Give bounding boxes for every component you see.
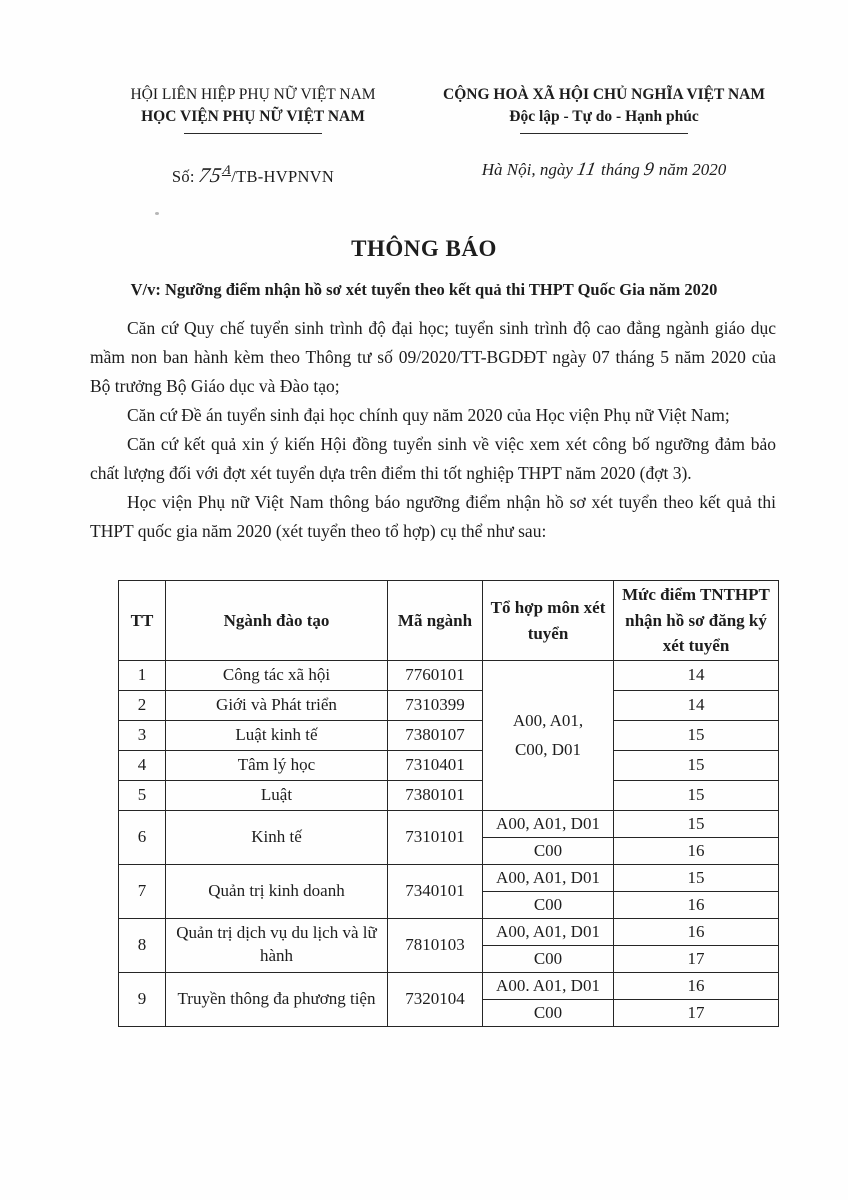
motto-underline [520, 133, 688, 134]
col-header-ma-nganh: Mã ngành [388, 581, 483, 661]
document-number-suffix: /TB-HVPNVN [231, 166, 335, 186]
table-row [119, 918, 779, 945]
cell-tt: 9 [119, 972, 166, 1026]
document-subject: V/v: Ngưỡng điểm nhận hồ sơ xét tuyển theo kết quả thi THPT Quốc Gia năm 2020 [130, 280, 718, 300]
cell-tt: 7 [119, 864, 166, 918]
national-header-block [418, 84, 790, 190]
cell-muc-diem: 15 [614, 864, 779, 891]
cell-muc-diem: 15 [614, 780, 779, 810]
table-row [119, 750, 779, 780]
cell-muc-diem: 17 [614, 945, 779, 972]
col-header-to-hop: Tổ hợp môn xét tuyển [483, 581, 614, 661]
table-row [119, 780, 779, 810]
cell-tt: 1 [119, 660, 166, 690]
col-header-tt: TT [119, 581, 166, 661]
cell-muc-diem: 14 [614, 660, 779, 690]
place-date-line [418, 156, 790, 184]
cell-tt: 4 [119, 750, 166, 780]
cell-nganh: Luật [166, 780, 388, 810]
cell-to-hop: C00 [483, 891, 614, 918]
score-table-wrapper [118, 580, 848, 1027]
admission-score-table [118, 580, 779, 1027]
document-header [0, 0, 848, 190]
document-number-line [108, 160, 398, 190]
cell-muc-diem: 15 [614, 810, 779, 837]
handwritten-document-number: $75^A$ [197, 161, 234, 187]
date-thang: tháng [600, 159, 640, 179]
date-prefix: Hà Nội, ngày [481, 159, 573, 179]
cell-tt: 8 [119, 918, 166, 972]
document-body [0, 300, 848, 546]
cell-nganh: Quản trị dịch vụ du lịch và lữ hành [166, 918, 388, 972]
cell-to-hop: A00, A01, D01 [483, 810, 614, 837]
cell-muc-diem: 15 [614, 750, 779, 780]
cell-to-hop: A00. A01, D01 [483, 972, 614, 999]
cell-ma-nganh: 7380107 [388, 720, 483, 750]
cell-muc-diem: 17 [614, 999, 779, 1026]
table-row [119, 864, 779, 891]
parent-org-name: HỘI LIÊN HIỆP PHỤ NỮ VIỆT NAM [130, 86, 376, 103]
paragraph-announcement: Học viện Phụ nữ Việt Nam thông báo ngưỡng điểm nhận hồ sơ xét tuyển theo kết quả thi THPT quốc gia năm 2020 (xét tuyển theo tổ hợp) cụ thể như sau: [90, 492, 776, 542]
scan-speck [206, 533, 209, 535]
cell-tt: 5 [119, 780, 166, 810]
col-header-nganh: Ngành đào tạo [166, 581, 388, 661]
cell-muc-diem: 16 [614, 972, 779, 999]
cell-to-hop: C00 [483, 945, 614, 972]
handwritten-number-superscript: A [221, 161, 234, 177]
cell-to-hop: C00 [483, 999, 614, 1026]
table-row [119, 972, 779, 999]
cell-muc-diem: 16 [614, 837, 779, 864]
table-row [119, 810, 779, 837]
cell-nganh: Truyền thông đa phương tiện [166, 972, 388, 1026]
cell-nganh: Tâm lý học [166, 750, 388, 780]
cell-nganh: Kinh tế [166, 810, 388, 864]
cell-to-hop: C00 [483, 837, 614, 864]
document-title: THÔNG BÁO [351, 236, 497, 262]
cell-tt: 2 [119, 690, 166, 720]
org-underline [184, 133, 322, 134]
handwritten-month: 9 [642, 158, 657, 180]
cell-ma-nganh: 7310401 [388, 750, 483, 780]
cell-muc-diem: 15 [614, 720, 779, 750]
cell-tt: 6 [119, 810, 166, 864]
national-motto-line1: CỘNG HOÀ XÃ HỘI CHỦ NGHĨA VIỆT NAM [443, 86, 765, 103]
cell-muc-diem: 16 [614, 918, 779, 945]
cell-muc-diem: 14 [614, 690, 779, 720]
cell-ma-nganh: 7310101 [388, 810, 483, 864]
paragraph-legal-basis-2: Căn cứ Đề án tuyển sinh đại học chính quy năm 2020 của Học viện Phụ nữ Việt Nam; [127, 405, 730, 426]
cell-nganh: Luật kinh tế [166, 720, 388, 750]
cell-ma-nganh: 7340101 [388, 864, 483, 918]
cell-muc-diem: 16 [614, 891, 779, 918]
handwritten-day: 11 [575, 158, 599, 180]
cell-to-hop-merged: A00, A01, C00, D01 [483, 660, 614, 810]
cell-ma-nganh: 7810103 [388, 918, 483, 972]
cell-to-hop: A00, A01, D01 [483, 864, 614, 891]
col-header-muc-diem: Mức điểm TNTHPT nhận hồ sơ đăng ký xét tuyển [614, 581, 779, 661]
table-row [119, 690, 779, 720]
national-motto-line2: Độc lập - Tự do - Hạnh phúc [509, 108, 699, 126]
table-row [119, 660, 779, 690]
table-header-row [119, 581, 779, 661]
cell-nganh: Giới và Phát triển [166, 690, 388, 720]
cell-nganh: Công tác xã hội [166, 660, 388, 690]
cell-ma-nganh: 7380101 [388, 780, 483, 810]
cell-ma-nganh: 7310399 [388, 690, 483, 720]
cell-nganh: Quản trị kinh doanh [166, 864, 388, 918]
cell-to-hop: A00, A01, D01 [483, 918, 614, 945]
issuing-org-block [108, 84, 398, 190]
cell-tt: 3 [119, 720, 166, 750]
org-name: HỌC VIỆN PHỤ NỮ VIỆT NAM [141, 108, 365, 126]
scan-speck [155, 212, 159, 215]
document-number-label: Số: [171, 166, 195, 186]
cell-ma-nganh: 7760101 [388, 660, 483, 690]
table-row [119, 720, 779, 750]
cell-ma-nganh: 7320104 [388, 972, 483, 1026]
paragraph-legal-basis-1: Căn cứ Quy chế tuyển sinh trình độ đại học; tuyển sinh trình độ cao đẳng ngành giáo dục mầm non ban hành kèm theo Thông tư số 09/2020/TT-BGDĐT ngày 07 tháng 5 năm 2020 của Bộ trưởng Bộ Giáo dục và Đào tạo; [90, 318, 776, 397]
date-suffix: năm 2020 [658, 159, 727, 179]
paragraph-legal-basis-3: Căn cứ kết quả xin ý kiến Hội đồng tuyển sinh về việc xem xét công bố ngưỡng đảm bảo chất lượng đối với đợt xét tuyển dựa trên điểm thi tốt nghiệp THPT năm 2020 (đợt 3). [90, 434, 776, 484]
